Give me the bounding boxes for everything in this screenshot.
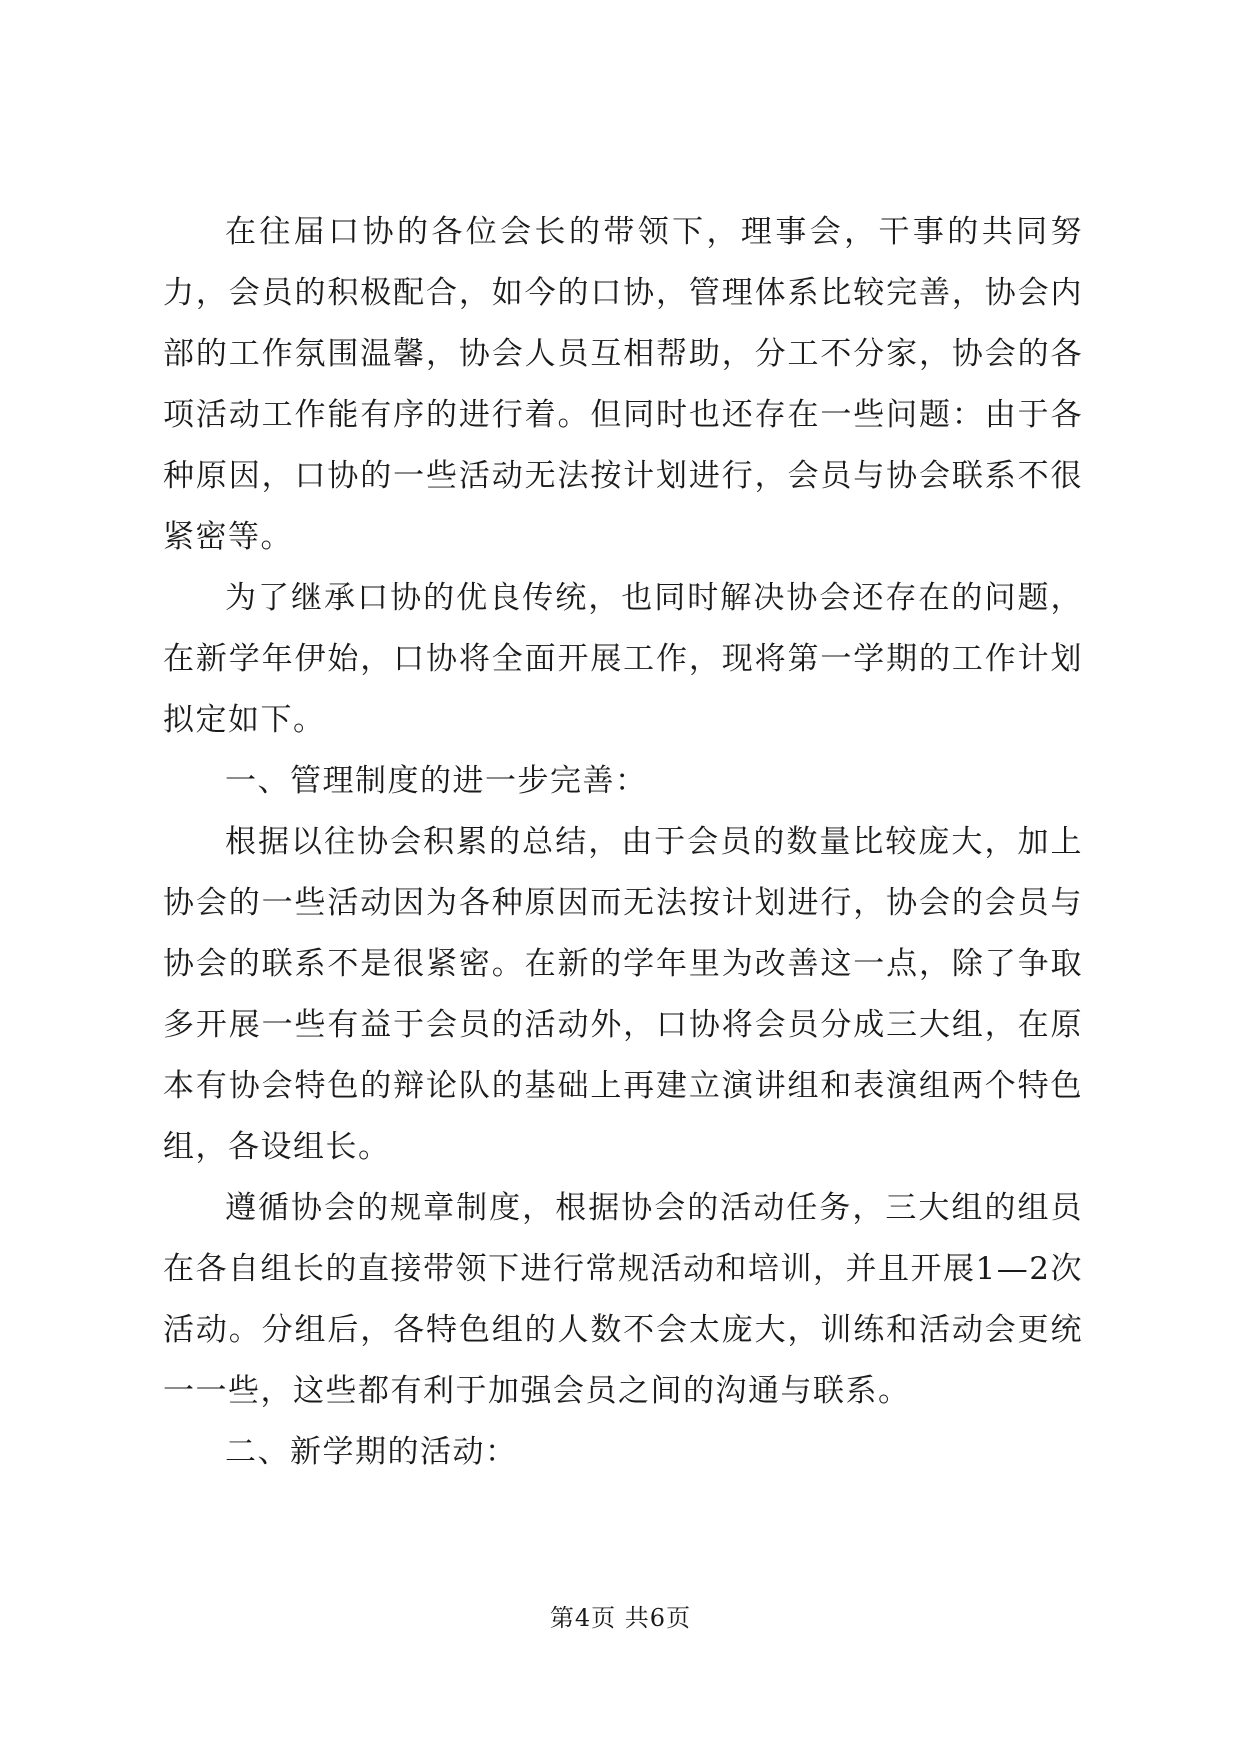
paragraph-3: 根据以往协会积累的总结，由于会员的数量比较庞大，加上协会的一些活动因为各种原因而无法按计划进行，协会的会员与协会的联系不是很紧密。在新的学年里为改善这一点，除了争取多开展一些有益于会员的活动外，口协将会员分成三大组，在原本有协会特色的辩论队的基础上再建立演讲组和表演组两个特色组，各设组长。	[163, 824, 1083, 1165]
section-heading-1: 一、管理制度的进一步完善：	[225, 763, 648, 799]
paragraph-4: 遵循协会的规章制度，根据协会的活动任务，三大组的组员在各自组长的直接带领下进行常规活动和培训，并且开展1—2次活动。分组后，各特色组的人数不会太庞大，训练和活动会更统一一些，这些都有利于加强会员之间的沟通与联系。	[163, 1190, 1083, 1409]
document-body	[163, 202, 1083, 1483]
paragraph-1: 在往届口协的各位会长的带领下，理事会，干事的共同努力，会员的积极配合，如今的口协，管理体系比较完善，协会内部的工作氛围温馨，协会人员互相帮助，分工不分家，协会的各项活动工作能有序的进行着。但同时也还存在一些问题：由于各种原因，口协的一些活动无法按计划进行，会员与协会联系不很紧密等。	[163, 214, 1083, 555]
section-heading-2: 二、新学期的活动：	[225, 1434, 518, 1470]
paragraph-2: 为了继承口协的优良传统，也同时解决协会还存在的问题，在新学年伊始，口协将全面开展工作，现将第一学期的工作计划拟定如下。	[163, 580, 1083, 738]
page-number-footer: 第4页 共6页	[549, 1604, 692, 1632]
